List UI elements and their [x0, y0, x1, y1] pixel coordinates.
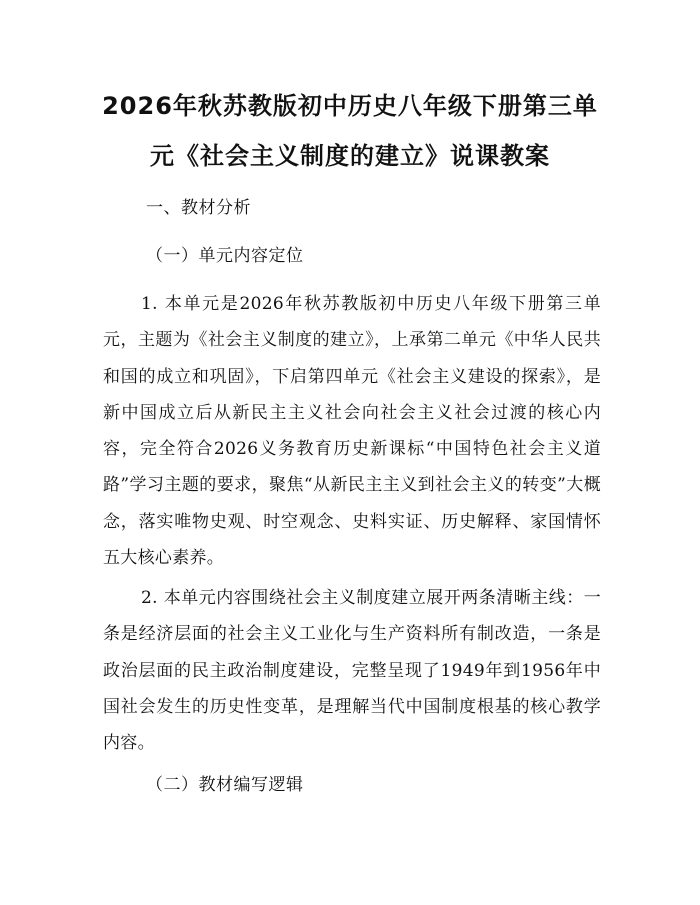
- subsection-heading-textbook-logic: （二）教材编写逻辑: [146, 775, 304, 795]
- paragraph-unit-positioning-2: 2. 本单元内容围绕社会主义制度建立展开两条清晰主线：一条是经济层面的社会主义工业化与生产资料所有制改造，一条是政治层面的民主政治制度建设，完整呈现了1949年到1956年中国社会发生的历史性变革，是理解当代中国制度根基的核心教学内容。: [103, 588, 601, 754]
- document-title-line-1: 2026年秋苏教版初中历史八年级下册第三单: [102, 92, 598, 120]
- subsection-heading-unit-positioning: （一）单元内容定位: [146, 246, 304, 266]
- section-heading-textbook-analysis: 一、教材分析: [146, 198, 251, 218]
- paragraph-unit-positioning-1: 1. 本单元是2026年秋苏教版初中历史八年级下册第三单元，主题为《社会主义制度的建立》，上承第二单元《中华人民共和国的成立和巩固》，下启第四单元《社会主义建设的探索》，是新中国成立后从新民主主义社会向社会主义社会过渡的核心内容，完全符合2026义务教育历史新课标“中国特色社会主义道路”学习主题的要求，聚焦“从新民主主义到社会主义的转变”大概念，落实唯物史观、时空观念、史料实证、历史解释、家国情怀五大核心素养。: [103, 294, 601, 569]
- document-title-line-2: 元《社会主义制度的建立》说课教案: [150, 142, 550, 170]
